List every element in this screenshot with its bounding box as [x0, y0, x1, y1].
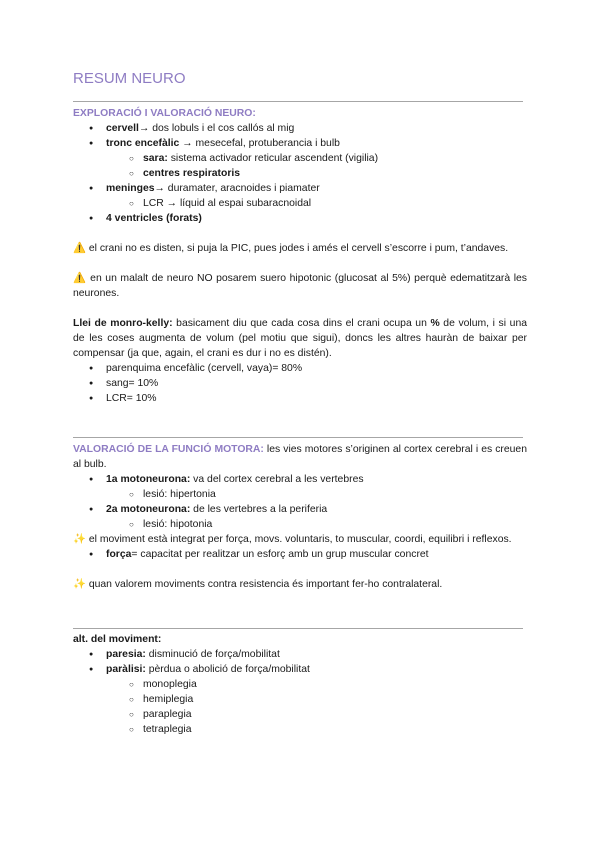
sparkles-icon: ✨: [73, 579, 86, 590]
bullet-list: [73, 472, 527, 532]
sub-list-item: ○ lesió: hipertonia: [73, 487, 527, 502]
list-item: ● paràlisi: pèrdua o abolició de força/mobilitat: [73, 662, 527, 677]
list-item: ● LCR= 10%: [73, 391, 527, 406]
sub-list-item: ○ centres respiratoris: [73, 166, 527, 181]
section-heading: EXPLORACIÓ I VALORACIÓ NEURO:: [73, 108, 256, 119]
list-item: ● paresia: disminució de força/mobilitat: [73, 647, 527, 662]
list-item: ● força= capacitat per realitzar un esforç amb un grup muscular concret: [73, 547, 527, 562]
list-item: ● cervell→ dos lobuls i el cos callós al mig: [73, 121, 527, 136]
section-exploracio: [73, 106, 527, 406]
list-item: ● tronc encefàlic → mesecefal, protuberancia i bulb: [73, 136, 527, 151]
list-item: ● parenquima encefàlic (cervell, vaya)= 80%: [73, 361, 527, 376]
section-heading: VALORACIÓ DE LA FUNCIÓ MOTORA:: [73, 444, 264, 455]
section-heading: alt. del moviment:: [73, 634, 162, 645]
bullet-list: [73, 647, 527, 737]
paragraph-contralateral: ✨ quan valorem moviments contra resistencia és important fer-ho contralateral.: [73, 579, 443, 590]
bullet-list: [73, 547, 527, 562]
list-item: ● sang= 10%: [73, 376, 527, 391]
page-title: RESUM NEURO: [73, 70, 186, 87]
list-item: ● meninges→ duramater, aracnoides i piamater: [73, 181, 527, 196]
paragraph-moviment: ✨ el moviment està integrat per força, movs. voluntaris, to muscular, coordi, equilibri i reflexos.: [73, 534, 512, 545]
paragraph-crani: ⚠️ el crani no es disten, si puja la PIC, pues jodes i amés el cervell s’escorre i pum, t’andaves.: [73, 243, 509, 254]
section-alt-moviment: [73, 632, 527, 737]
divider: [73, 628, 523, 629]
sub-list-item: ○ monoplegia: [73, 677, 527, 692]
divider: [73, 437, 523, 438]
sparkles-icon: ✨: [73, 534, 86, 545]
sub-list-item: ○ LCR → líquid al espai subaracnoidal: [73, 196, 527, 211]
bullet-list: [73, 121, 527, 226]
sub-list-item: ○ paraplegia: [73, 707, 527, 722]
section-funcio-motora: [73, 442, 527, 592]
sub-list-item: ○ lesió: hipotonia: [73, 517, 527, 532]
list-item: ● 1a motoneurona: va del cortex cerebral a les vertebres: [73, 472, 527, 487]
divider: [73, 101, 523, 102]
sub-list-item: ○ tetraplegia: [73, 722, 527, 737]
sub-list-item: ○ sara: sistema activador reticular ascendent (vigilia): [73, 151, 527, 166]
warning-icon: ⚠️: [73, 273, 87, 284]
paragraph-suero: ⚠️ en un malalt de neuro NO posarem suero hipotonic (glucosat al 5%) perquè edematitzarà les neurones.: [73, 273, 527, 299]
paragraph-monro-kelly: Llei de monro-kelly: basicament diu que cada cosa dins el crani ocupa un % de volum, i si una de les coses augmenta de volum (pel motiu que sigui), doncs les altres hauràn de baixar per compensar (ja que, again, el crani es dur i no es distén).: [73, 318, 527, 359]
list-item: ● 2a motoneurona: de les vertebres a la periferia: [73, 502, 527, 517]
warning-icon: ⚠️: [73, 243, 86, 254]
section-intro: VALORACIÓ DE LA FUNCIÓ MOTORA: les vies motores s’originen al cortex cerebral i es creuen al bulb.: [73, 444, 527, 470]
bullet-list: [73, 361, 527, 406]
list-item: ● 4 ventricles (forats): [73, 211, 527, 226]
sub-list-item: ○ hemiplegia: [73, 692, 527, 707]
